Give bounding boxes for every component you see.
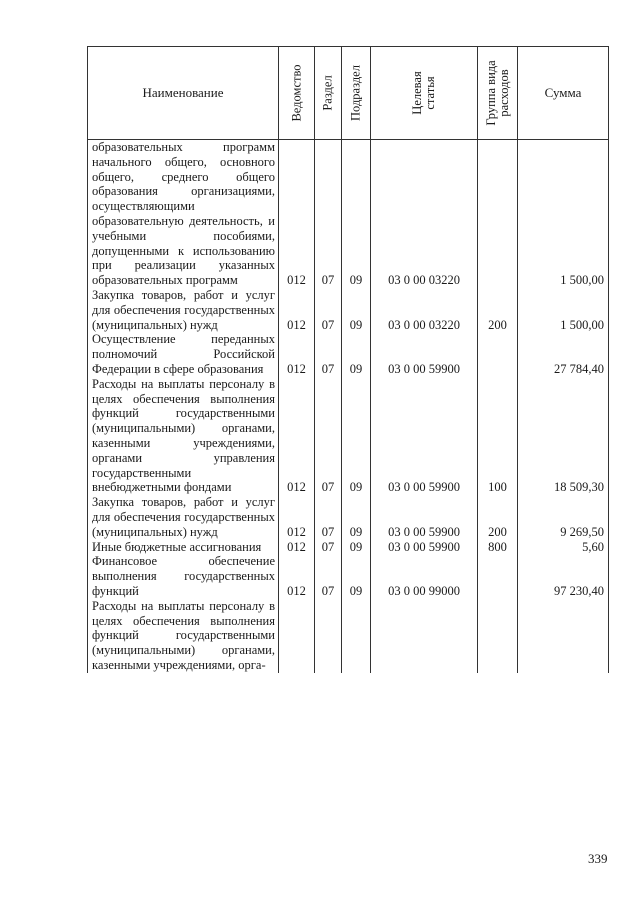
cell-section (315, 599, 342, 673)
table-row (88, 495, 609, 539)
cell-sum: 27 784,40 (518, 332, 609, 376)
cell-section: 07 (315, 288, 342, 332)
table-row (88, 332, 609, 376)
cell-section: 07 (315, 540, 342, 555)
cell-target: 03 0 00 59900 (371, 332, 478, 376)
cell-group (478, 599, 518, 673)
header-dept (279, 47, 315, 140)
header-group-label (485, 60, 511, 125)
cell-subsection: 09 (342, 377, 371, 495)
header-dept-label: Ведомство (289, 64, 303, 122)
cell-dept: 012 (279, 540, 315, 555)
cell-sum: 97 230,40 (518, 554, 609, 598)
cell-target (371, 599, 478, 673)
table-row (88, 140, 609, 288)
cell-target: 03 0 00 03220 (371, 140, 478, 288)
cell-subsection: 09 (342, 554, 371, 598)
cell-group (478, 332, 518, 376)
table-row (88, 554, 609, 598)
cell-name: Осуществление переданных полномочий Российской Федерации в сфере образования (88, 332, 279, 376)
header-target-label (411, 71, 437, 114)
cell-name: Расходы на выплаты персоналу в целях обеспечения выполнения функций государственными (муниципальными) органами, казенными учреждениями, органами управления государственными внебюджетными фондами (88, 377, 279, 495)
cell-section: 07 (315, 332, 342, 376)
cell-subsection: 09 (342, 288, 371, 332)
cell-name: Расходы на выплаты персоналу в целях обеспечения выполнения функций государственными (муниципальными) органами, казенными учреждениями, орга- (88, 599, 279, 673)
table-row (88, 599, 609, 673)
cell-section: 07 (315, 140, 342, 288)
cell-sum: 9 269,50 (518, 495, 609, 539)
table-header-row (88, 47, 609, 140)
cell-target: 03 0 00 59900 (371, 495, 478, 539)
header-group-line1: Группа вида (483, 60, 498, 126)
cell-target: 03 0 00 99000 (371, 554, 478, 598)
cell-dept: 012 (279, 554, 315, 598)
header-section-label: Раздел (320, 75, 335, 111)
budget-table (87, 46, 609, 673)
cell-sum: 18 509,30 (518, 377, 609, 495)
cell-subsection: 09 (342, 332, 371, 376)
cell-name: образовательных программ начального общего, основного общего, среднего общего образования организациями, осуществляющими образовательную деятельность, и учебными пособиями, допущенными к использованию при реализации указанных образовательных программ (88, 140, 279, 288)
cell-sum: 1 500,00 (518, 288, 609, 332)
header-subsection (342, 47, 371, 140)
cell-name: Закупка товаров, работ и услуг для обеспечения государственных (муниципальных) нужд (88, 288, 279, 332)
header-target (371, 47, 478, 140)
cell-group: 200 (478, 288, 518, 332)
cell-sum: 5,60 (518, 540, 609, 555)
cell-dept: 012 (279, 288, 315, 332)
cell-dept: 012 (279, 140, 315, 288)
header-section (315, 47, 342, 140)
cell-dept (279, 599, 315, 673)
header-subsection-label: Подраздел (348, 65, 363, 121)
header-name: Наименование (88, 47, 279, 140)
cell-section: 07 (315, 495, 342, 539)
cell-subsection: 09 (342, 495, 371, 539)
cell-section: 07 (315, 377, 342, 495)
cell-subsection: 09 (342, 140, 371, 288)
cell-name: Иные бюджетные ассигнования (88, 540, 279, 555)
header-group-line2: расходов (496, 69, 511, 117)
cell-group: 100 (478, 377, 518, 495)
cell-dept: 012 (279, 332, 315, 376)
cell-dept: 012 (279, 377, 315, 495)
page-number: 339 (588, 851, 608, 866)
table-row (88, 288, 609, 332)
cell-subsection: 09 (342, 540, 371, 555)
header-sum: Сумма (518, 47, 609, 140)
cell-target: 03 0 00 59900 (371, 540, 478, 555)
header-target-line2: статья (423, 76, 437, 110)
cell-target: 03 0 00 03220 (371, 288, 478, 332)
cell-sum (518, 599, 609, 673)
cell-subsection (342, 599, 371, 673)
header-target-line1: Целевая (410, 71, 424, 115)
header-group (478, 47, 518, 140)
cell-group (478, 554, 518, 598)
cell-section: 07 (315, 554, 342, 598)
cell-group (478, 140, 518, 288)
cell-group: 200 (478, 495, 518, 539)
table-row (88, 540, 609, 555)
cell-name: Финансовое обеспечение выполнения государственных функций (88, 554, 279, 598)
cell-name: Закупка товаров, работ и услуг для обеспечения государственных (муниципальных) нужд (88, 495, 279, 539)
cell-target: 03 0 00 59900 (371, 377, 478, 495)
cell-dept: 012 (279, 495, 315, 539)
cell-group: 800 (478, 540, 518, 555)
cell-sum: 1 500,00 (518, 140, 609, 288)
table-row (88, 377, 609, 495)
